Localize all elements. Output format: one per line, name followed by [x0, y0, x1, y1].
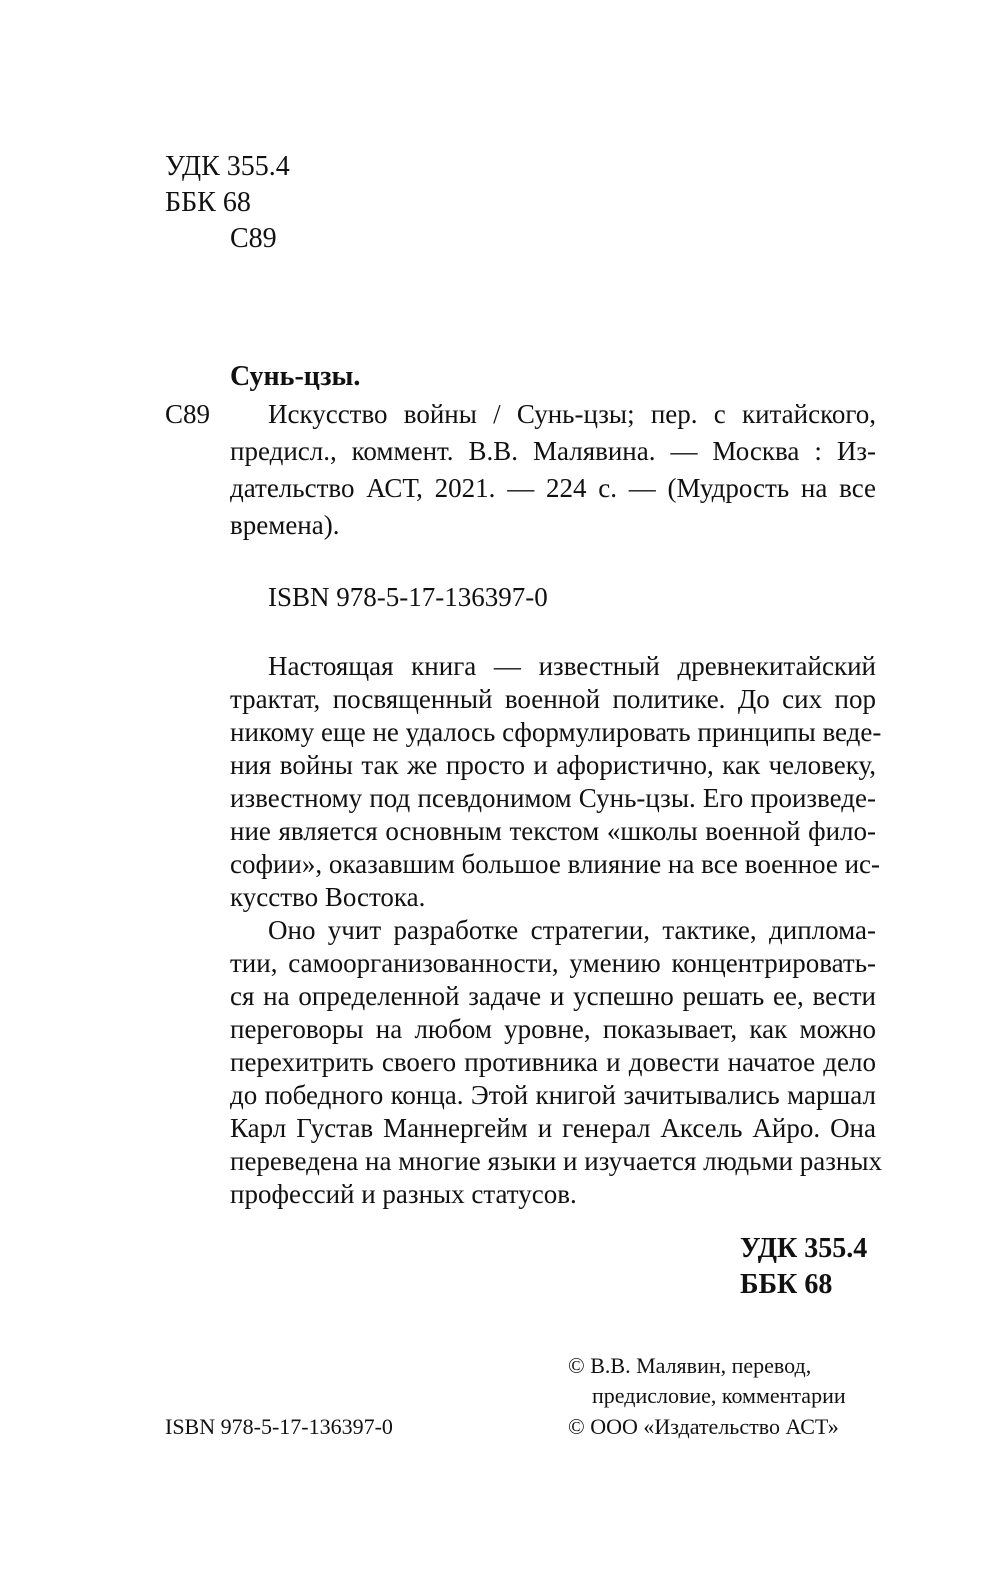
annotation-p2-line-9: профессий и разных статусов. [230, 1179, 577, 1209]
udk-code: УДК 355.4 [165, 151, 290, 182]
bib-line-1: Искусство войны / Сунь-цзы; пер. с китайского, [268, 399, 876, 429]
annotation-p2-line-2: тии, самоорганизованности, умению концентрировать- [230, 948, 876, 978]
author-mark-inline: С89 [165, 399, 211, 429]
annotation-p2-line-5: перехитрить своего противника и довести начатое дело [230, 1047, 876, 1077]
copyright-translator-line-2: предисловие, комментарии [592, 1383, 846, 1408]
annotation-p1-line-8: кусство Востока. [230, 882, 426, 912]
bib-line-3: дательство АСТ, 2021. — 224 с. — (Мудрость на все [230, 473, 876, 503]
bib-line-4: времена). [230, 510, 340, 540]
annotation-p1-line-3: никому еще не удалось сформулировать принципы веде- [230, 717, 882, 747]
bib-isbn: ISBN 978-5-17-136397-0 [268, 582, 548, 612]
annotation-p1-line-7: софии», оказавшим большое влияние на все военное ис- [230, 849, 881, 879]
annotation-p1-line-5: известному под псевдонимом Сунь-цзы. Его произведе- [230, 783, 876, 813]
annotation-p1-line-6: ние является основным текстом «школы военной фило- [230, 816, 876, 846]
copyright-publisher: © ООО «Издательство АСТ» [568, 1414, 839, 1439]
annotation-p1-line-1: Настоящая книга — известный древнекитайский [268, 651, 876, 681]
annotation-p2-line-8: переведена на многие языки и изучается людьми разных [230, 1146, 882, 1176]
udk-code-bottom: УДК 355.4 [740, 1233, 868, 1264]
copyright-translator-line-1: © В.В. Малявин, перевод, [568, 1353, 812, 1378]
bbk-code-bottom: ББК 68 [740, 1269, 833, 1300]
annotation-p2-line-6: до победного конца. Этой книгой зачитывались маршал [230, 1080, 876, 1110]
imprint-isbn: ISBN 978-5-17-136397-0 [165, 1414, 393, 1439]
annotation-p1-line-2: трактат, посвященный военной политике. До сих пор [230, 684, 876, 714]
annotation-p2-line-1: Оно учит разработке стратегии, тактике, диплома- [268, 915, 876, 945]
annotation-p1-line-4: ния войны так же просто и афористично, как человеку, [230, 750, 876, 780]
annotation-p2-line-4: переговоры на любом уровне, показывает, как можно [230, 1014, 876, 1044]
bbk-code: ББК 68 [165, 187, 251, 218]
author-mark: С89 [230, 223, 277, 254]
bib-line-2: предисл., коммент. В.В. Малявина. — Москва : Из- [230, 436, 876, 466]
annotation-p2-line-7: Карл Густав Маннергейм и генерал Аксель Айро. Она [230, 1113, 876, 1143]
author-heading: Сунь-цзы. [230, 361, 361, 392]
annotation-p2-line-3: ся на определенной задаче и успешно решать ее, вести [230, 981, 876, 1011]
